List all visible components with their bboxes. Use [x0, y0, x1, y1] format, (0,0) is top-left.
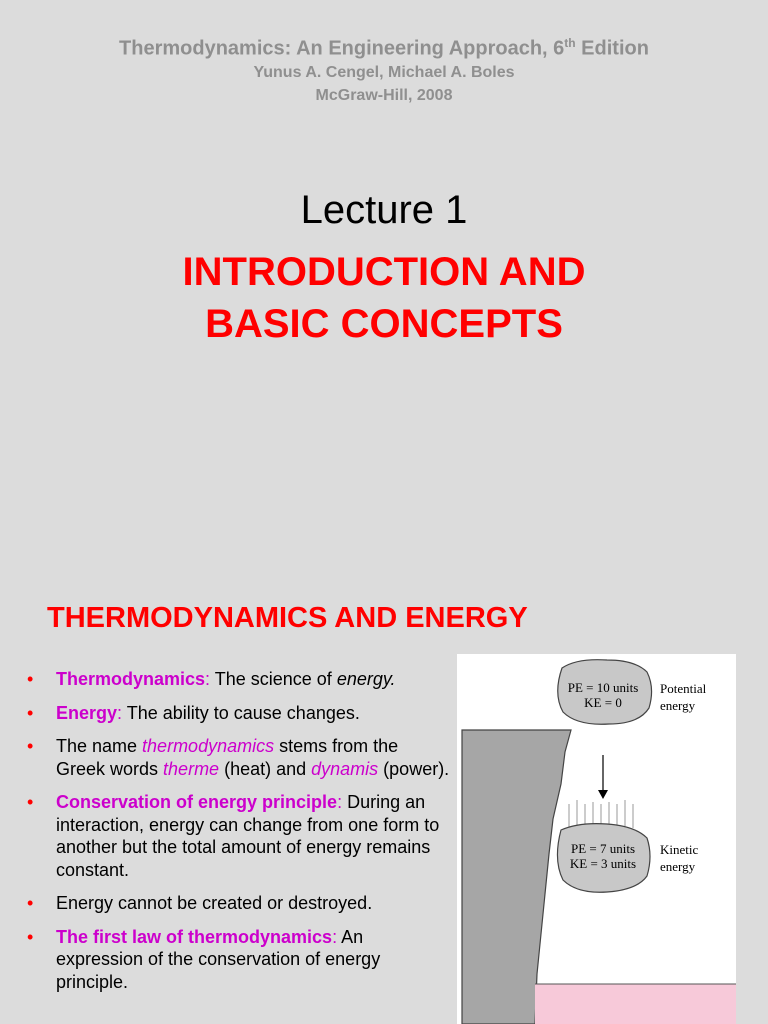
- book-title-text: Thermodynamics: An Engineering Approach, 6: [119, 37, 565, 60]
- bullet-italic: thermodynamics: [142, 736, 275, 756]
- bullet-term: Energy: [56, 702, 118, 723]
- bullet-separator: :: [337, 792, 343, 812]
- bullet-icon: •: [27, 926, 34, 947]
- bullet-icon: •: [27, 669, 34, 689]
- book-title: [0, 36, 768, 61]
- lecture-title-line-1: INTRODUCTION AND: [182, 250, 586, 294]
- bullet-list: [27, 668, 452, 1004]
- bullet-text: The science of: [210, 669, 337, 689]
- bullet-text: Energy cannot be created or destroyed.: [56, 893, 373, 913]
- bottom-rock-pe: PE = 7 units: [570, 841, 636, 856]
- top-rock-ke: KE = 0: [584, 695, 622, 710]
- bullet-italic: energy.: [336, 669, 396, 689]
- lecture-number: Lecture 1: [300, 188, 468, 232]
- bullet-item: [27, 668, 452, 691]
- bullet-icon: •: [27, 736, 34, 756]
- bullet-separator: :: [332, 926, 338, 947]
- energy-figure: [457, 654, 736, 1024]
- top-rock-pe: PE = 10 units: [567, 680, 639, 695]
- book-title-superscript: th: [564, 36, 576, 50]
- bullet-italic: therme: [163, 758, 220, 779]
- potential-label-line-2: energy: [660, 698, 696, 713]
- kinetic-label-line-1: Kinetic: [660, 842, 699, 857]
- bullet-term: The first law of thermodynamics: [56, 926, 333, 947]
- bullet-term: Thermodynamics: [56, 669, 206, 689]
- kinetic-energy-label: [660, 841, 698, 875]
- book-authors: Yunus A. Cengel, Michael A. Boles: [253, 64, 515, 81]
- bullet-text: During an interaction, energy can change from one form to another but the total amount of energy remains constant.: [56, 792, 440, 880]
- bullet-text: The name: [56, 736, 143, 756]
- bullet-text: (heat) and: [219, 758, 312, 779]
- cliff-shape: [462, 730, 571, 1024]
- bullet-text: stems from the Greek words: [56, 736, 399, 779]
- bullet-separator: :: [117, 702, 123, 723]
- bullet-term: Conservation of energy principle: [56, 792, 338, 812]
- bullet-text: An expression of the conservation of energy principle.: [56, 926, 381, 992]
- falling-arrow-head: [598, 790, 608, 799]
- bullet-text: The ability to cause changes.: [122, 702, 360, 723]
- potential-label-line-1: Potential: [660, 681, 707, 696]
- book-publisher: McGraw-Hill, 2008: [315, 87, 453, 104]
- bullet-separator: :: [205, 669, 211, 689]
- bullet-item: [27, 735, 452, 780]
- bullet-text: (power).: [378, 758, 450, 779]
- bullet-item: [27, 926, 452, 994]
- bullet-icon: •: [27, 702, 34, 723]
- bullet-item: [27, 791, 452, 881]
- top-rock-values: [555, 680, 651, 710]
- potential-energy-label: [660, 680, 706, 714]
- bullet-icon: •: [27, 792, 34, 812]
- bullet-italic: dynamis: [311, 758, 379, 779]
- bullet-icon: •: [27, 893, 34, 913]
- lecture-title-line-2: BASIC CONCEPTS: [205, 302, 563, 346]
- bottom-rock-ke: KE = 3 units: [569, 856, 637, 871]
- book-title-suffix: Edition: [575, 37, 649, 60]
- kinetic-label-line-2: energy: [660, 859, 696, 874]
- lecture-title: [0, 246, 768, 350]
- section-title: THERMODYNAMICS AND ENERGY: [47, 602, 528, 634]
- content-slide: [0, 576, 768, 1024]
- ground-shape: [535, 984, 736, 1024]
- bottom-rock-values: [555, 841, 651, 871]
- bullet-item: [27, 702, 452, 725]
- bullet-item: [27, 892, 452, 915]
